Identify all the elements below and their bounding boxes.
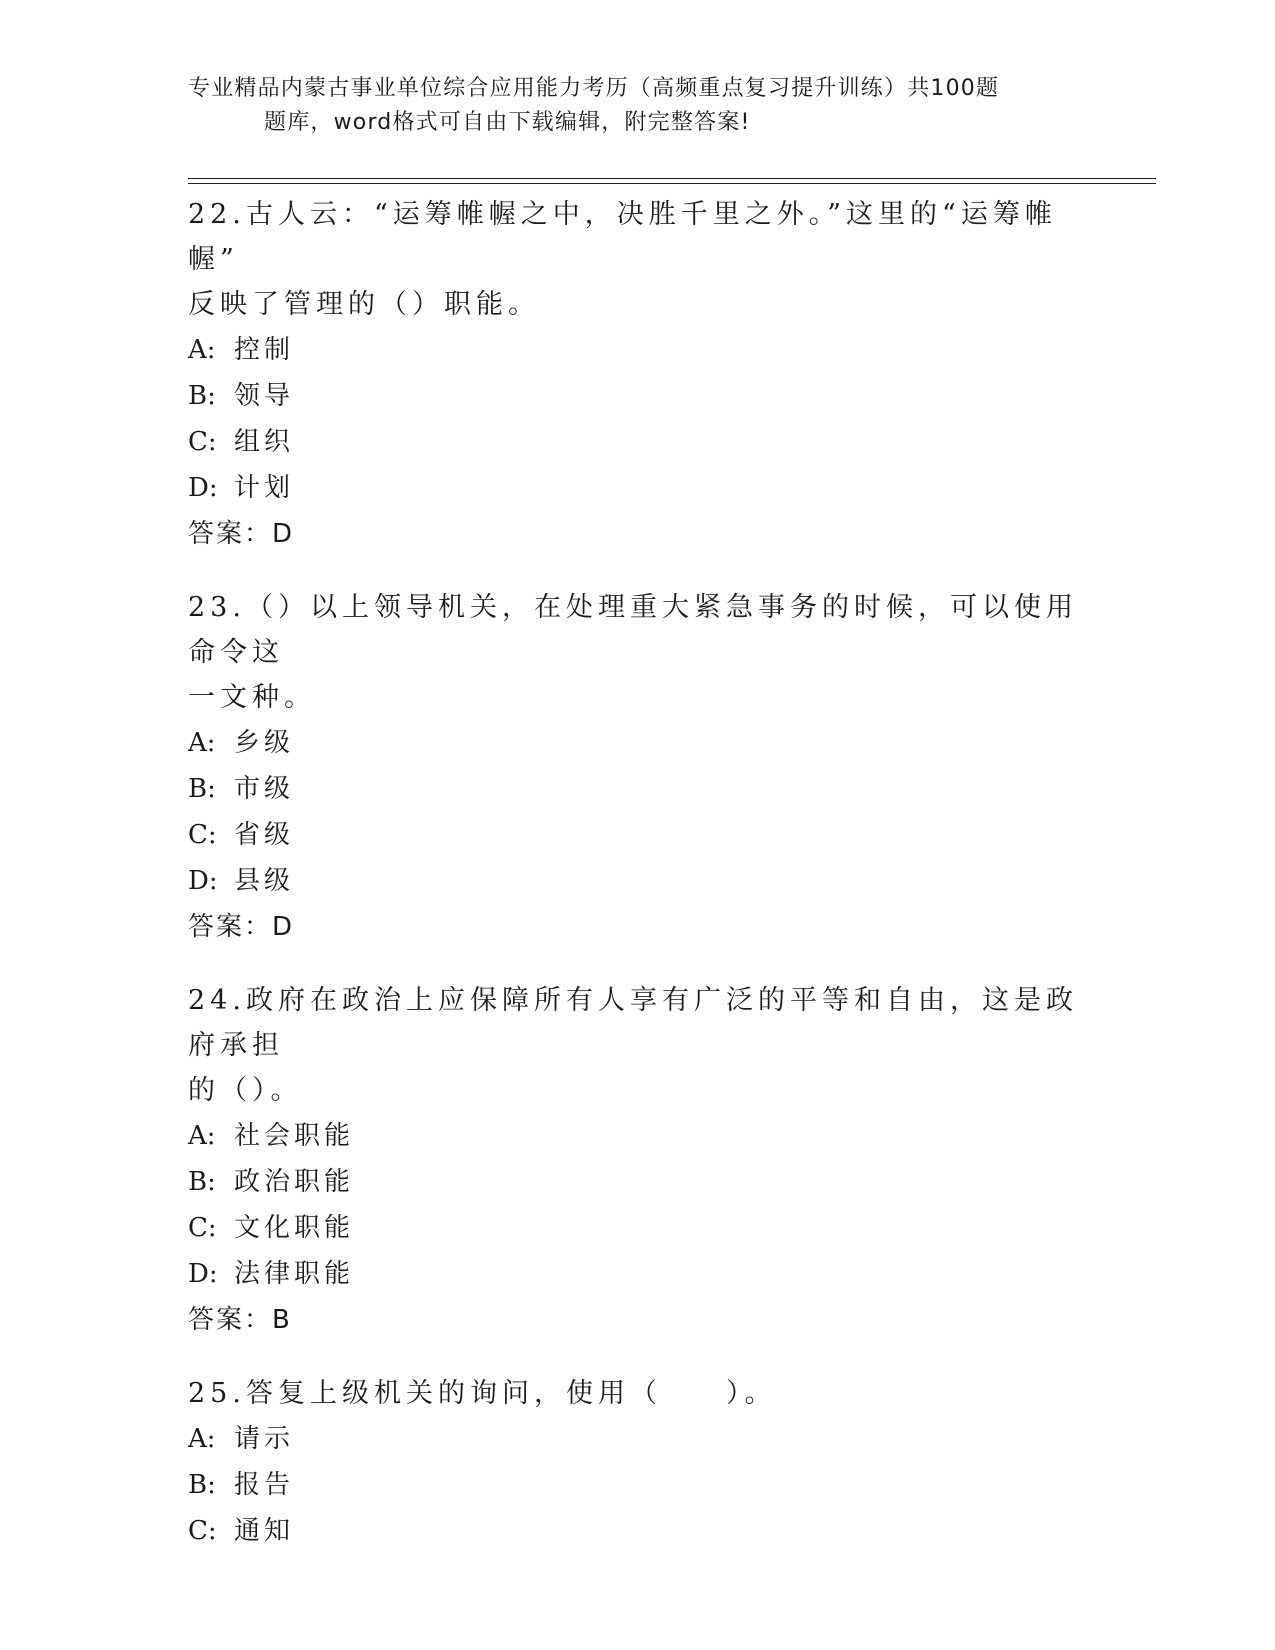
question-25 [188, 1371, 1088, 1554]
option-a [188, 720, 1088, 766]
option-text: 市级 [234, 774, 295, 804]
question-stem-line: 22.古人云：“运筹帷幄之中，决胜千里之外。”这里的“运筹帷幄” [188, 199, 1057, 275]
option-text: 县级 [234, 866, 295, 896]
option-text: 组织 [234, 427, 295, 457]
option-text: 乡级 [234, 728, 295, 758]
option-b [188, 766, 1088, 812]
question-stem [188, 585, 1088, 720]
option-key: C: [188, 1213, 217, 1243]
option-d [188, 858, 1088, 904]
header-rule-bottom [188, 183, 1156, 184]
question-stem-line: 一文种。 [188, 682, 316, 713]
option-key: B: [188, 381, 216, 411]
question-stem-line: 反映了管理的（）职能。 [188, 289, 540, 320]
option-key: C: [188, 820, 217, 850]
option-key: B: [188, 774, 216, 804]
question-stem [188, 1371, 1088, 1416]
option-key: A: [188, 335, 216, 365]
option-key: A: [188, 1424, 216, 1454]
question-stem-line: 的（）。 [188, 1075, 303, 1106]
option-key: D: [188, 473, 218, 503]
answer-line: 答案：B [188, 1305, 292, 1335]
option-b [188, 1462, 1088, 1508]
option-c [188, 1508, 1088, 1554]
question-list [188, 188, 1088, 1582]
option-key: A: [188, 728, 216, 758]
option-text: 控制 [234, 335, 295, 365]
option-key: D: [188, 866, 218, 896]
question-stem-line: 24.政府在政治上应保障所有人享有广泛的平等和自由，这是政府承担 [188, 985, 1078, 1061]
option-text: 计划 [234, 473, 295, 503]
question-stem [188, 192, 1088, 327]
option-text: 通知 [234, 1516, 295, 1546]
option-a [188, 327, 1088, 373]
option-b [188, 1159, 1088, 1205]
option-text: 政治职能 [234, 1167, 355, 1197]
document-header [188, 72, 1068, 140]
answer-line: 答案：D [188, 519, 295, 549]
option-text: 领导 [234, 381, 295, 411]
option-c [188, 812, 1088, 858]
option-b [188, 373, 1088, 419]
option-key: C: [188, 1516, 217, 1546]
option-text: 文化职能 [234, 1213, 355, 1243]
option-d [188, 465, 1088, 511]
header-rule-top [188, 178, 1156, 179]
header-title-line-1: 专业精品内蒙古事业单位综合应用能力考历（高频重点复习提升训练）共100题 [188, 76, 1000, 101]
option-text: 社会职能 [234, 1121, 355, 1151]
option-key: B: [188, 1470, 216, 1500]
question-22 [188, 192, 1088, 557]
option-key: B: [188, 1167, 216, 1197]
option-key: A: [188, 1121, 216, 1151]
question-stem-line: 25.答复上级机关的询问，使用（ ）。 [188, 1378, 777, 1409]
question-24 [188, 978, 1088, 1343]
question-stem [188, 978, 1088, 1113]
option-text: 报告 [234, 1470, 295, 1500]
option-c [188, 419, 1088, 465]
answer-line: 答案：D [188, 912, 295, 942]
option-c [188, 1205, 1088, 1251]
option-text: 请示 [234, 1424, 295, 1454]
option-key: D: [188, 1259, 218, 1289]
option-key: C: [188, 427, 217, 457]
option-a [188, 1416, 1088, 1462]
header-title-line-2: 题库，word格式可自由下载编辑，附完整答案! [264, 110, 751, 135]
question-23 [188, 585, 1088, 950]
option-text: 法律职能 [234, 1259, 355, 1289]
option-text: 省级 [234, 820, 295, 850]
option-d [188, 1251, 1088, 1297]
question-stem-line: 23.（）以上领导机关，在处理重大紧急事务的时候，可以使用命令这 [188, 592, 1078, 668]
option-a [188, 1113, 1088, 1159]
